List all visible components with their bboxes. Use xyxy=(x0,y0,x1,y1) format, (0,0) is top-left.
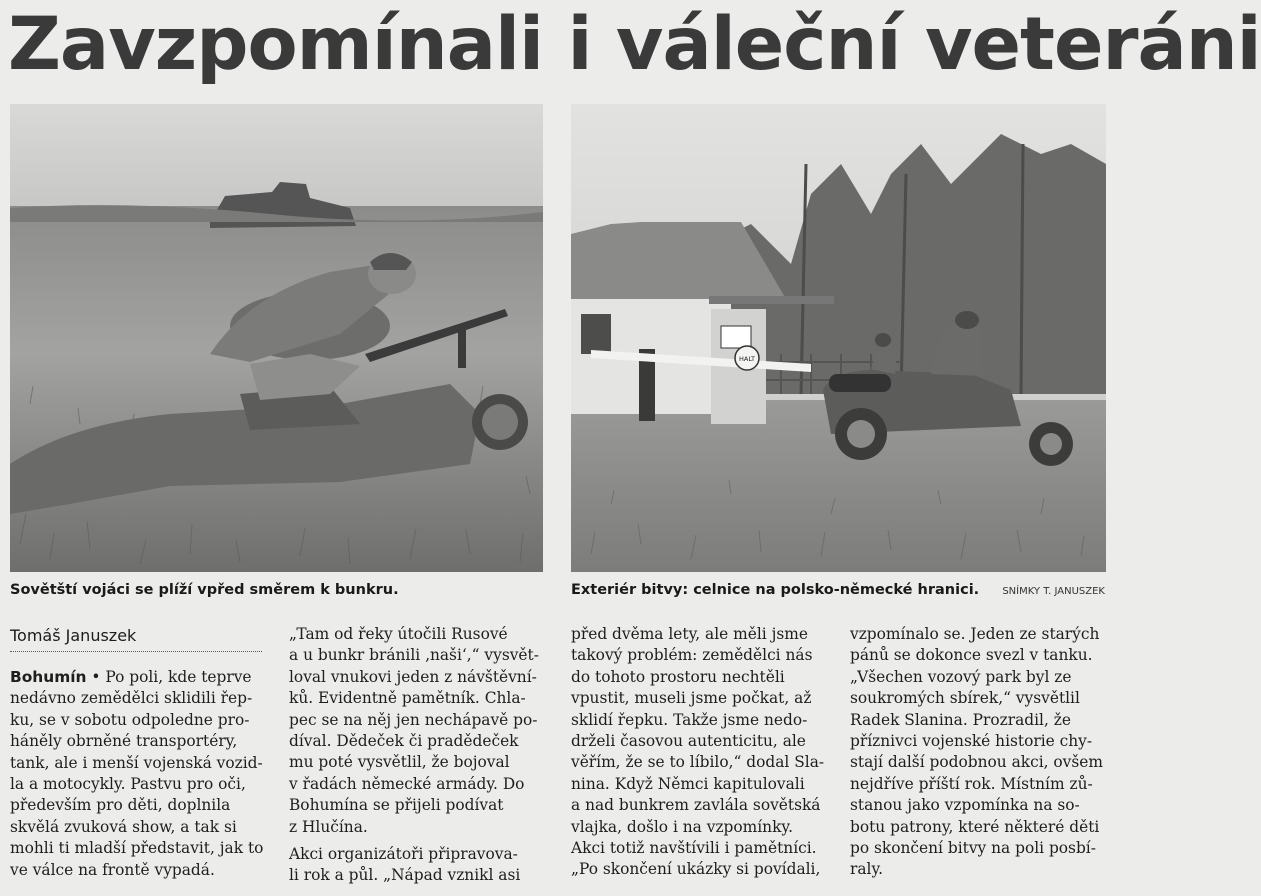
text-line: a nad bunkrem zavlála sovětská xyxy=(571,796,821,815)
text-line: díval. Dědeček či pradědeček xyxy=(289,731,519,750)
text-line: nedávno zemědělci sklidili řep- xyxy=(10,689,253,708)
photo-soldiers-image xyxy=(10,104,543,572)
text-line: soukromých sbírek,“ vysvětlil xyxy=(850,689,1080,708)
byline-divider xyxy=(10,651,262,652)
text-line: vlajka, došlo i na vzpomínky. xyxy=(571,817,793,836)
text-line: la a motocykly. Pastvu pro oči, xyxy=(10,774,246,793)
text-line: takový problém: zemědělci nás xyxy=(571,646,813,665)
text-line: před dvěma lety, ale měli jsme xyxy=(571,625,808,643)
article-column-4 xyxy=(850,624,1106,881)
text-line: z Hlučína. xyxy=(289,817,368,836)
headline: Zavzpomínali i váleční veteráni xyxy=(8,2,1261,87)
text-line: stají další podobnou akci, ovšem xyxy=(850,753,1103,772)
text-line: ku, se v sobotu odpoledne pro- xyxy=(10,710,250,729)
text-line: mu poté vysvětlil, že bojoval xyxy=(289,753,510,772)
text-line: pánů se dokonce svezl v tanku. xyxy=(850,646,1093,665)
text-line: nina. Když Němci kapitulovali xyxy=(571,774,805,793)
text-line: pec se na něj jen nechápavě po- xyxy=(289,710,538,729)
text-line: nejdříve příští rok. Místním zů- xyxy=(850,774,1093,793)
text-line: Akci organizátoři připravova- xyxy=(289,844,518,863)
text-line: li rok a půl. „Nápad vznikl asi xyxy=(289,866,521,885)
text-line: věřím, že se to líbilo,“ dodal Sla- xyxy=(571,753,825,772)
article-column-2 xyxy=(289,624,544,887)
text-line: „Tam od řeky útočili Rusové xyxy=(289,625,508,643)
text-line: vpustit, museli jsme počkat, až xyxy=(571,689,812,708)
text-line: především pro děti, doplnila xyxy=(10,796,231,815)
text-line: stanou jako vzpomínka na so- xyxy=(850,796,1080,815)
halt-sign-text: HALT xyxy=(738,355,756,363)
text-line: botu patrony, které některé děti xyxy=(850,817,1100,836)
text-line: v řadách německé armády. Do xyxy=(289,774,525,793)
text-line: mohli ti mladší představit, jak to xyxy=(10,839,264,858)
text-line: do tohoto prostoru nechtěli xyxy=(571,667,785,686)
text-line: Bohumína se přijeli podívat xyxy=(289,796,504,815)
text-line: vzpomínalo se. Jeden ze starých xyxy=(850,625,1100,643)
dateline-separator: • xyxy=(86,668,106,686)
article-column-1 xyxy=(10,667,262,881)
text-line: skvělá zvuková show, a tak si xyxy=(10,817,237,836)
text-line: raly. xyxy=(850,860,883,879)
text-line: Akci totiž navštívili i pamětníci. xyxy=(571,838,817,857)
text-line: příznivci vojenské historie chy- xyxy=(850,731,1093,750)
text-line: ve válce na frontě vypadá. xyxy=(10,860,215,879)
photo-customs-post xyxy=(571,104,1106,572)
text-line xyxy=(10,667,262,688)
photo-credit: SNÍMKY T. JANUSZEK xyxy=(1002,586,1105,597)
text-line: „Po skončení ukázky si povídali, xyxy=(571,860,821,879)
dateline: Bohumín xyxy=(10,668,87,686)
photo-soldiers-crawling xyxy=(10,104,543,572)
text-line: „Všechen vozový park byl ze xyxy=(850,667,1072,686)
text-line: po skončení bitvy na poli posbí- xyxy=(850,838,1096,857)
text-line: tank, ale i menší vojenská vozid- xyxy=(10,753,263,772)
text-line: háněly obrněné transportéry, xyxy=(10,732,238,751)
photo-customs-image xyxy=(571,104,1106,572)
caption-right: Exteriér bitvy: celnice na polsko-německé hranici. xyxy=(571,582,980,598)
text-line: sklidí řepku. Takže jsme nedo- xyxy=(571,710,808,729)
text-line: loval vnukovi jeden z návštěvní- xyxy=(289,667,537,686)
text-line: drželi časovou autenticitu, ale xyxy=(571,731,806,750)
caption-left: Sovětští vojáci se plíží vpřed směrem k bunkru. xyxy=(10,582,399,598)
text-line: ků. Evidentně pamětník. Chla- xyxy=(289,689,526,708)
text-line: Radek Slanina. Prozradil, že xyxy=(850,710,1071,729)
text-line-content: Po poli, kde teprve xyxy=(105,668,252,686)
byline: Tomáš Januszek xyxy=(10,626,137,645)
text-line: a u bunkr bránili ‚naši‘,“ vysvět- xyxy=(289,646,539,665)
article-column-3 xyxy=(571,624,826,881)
